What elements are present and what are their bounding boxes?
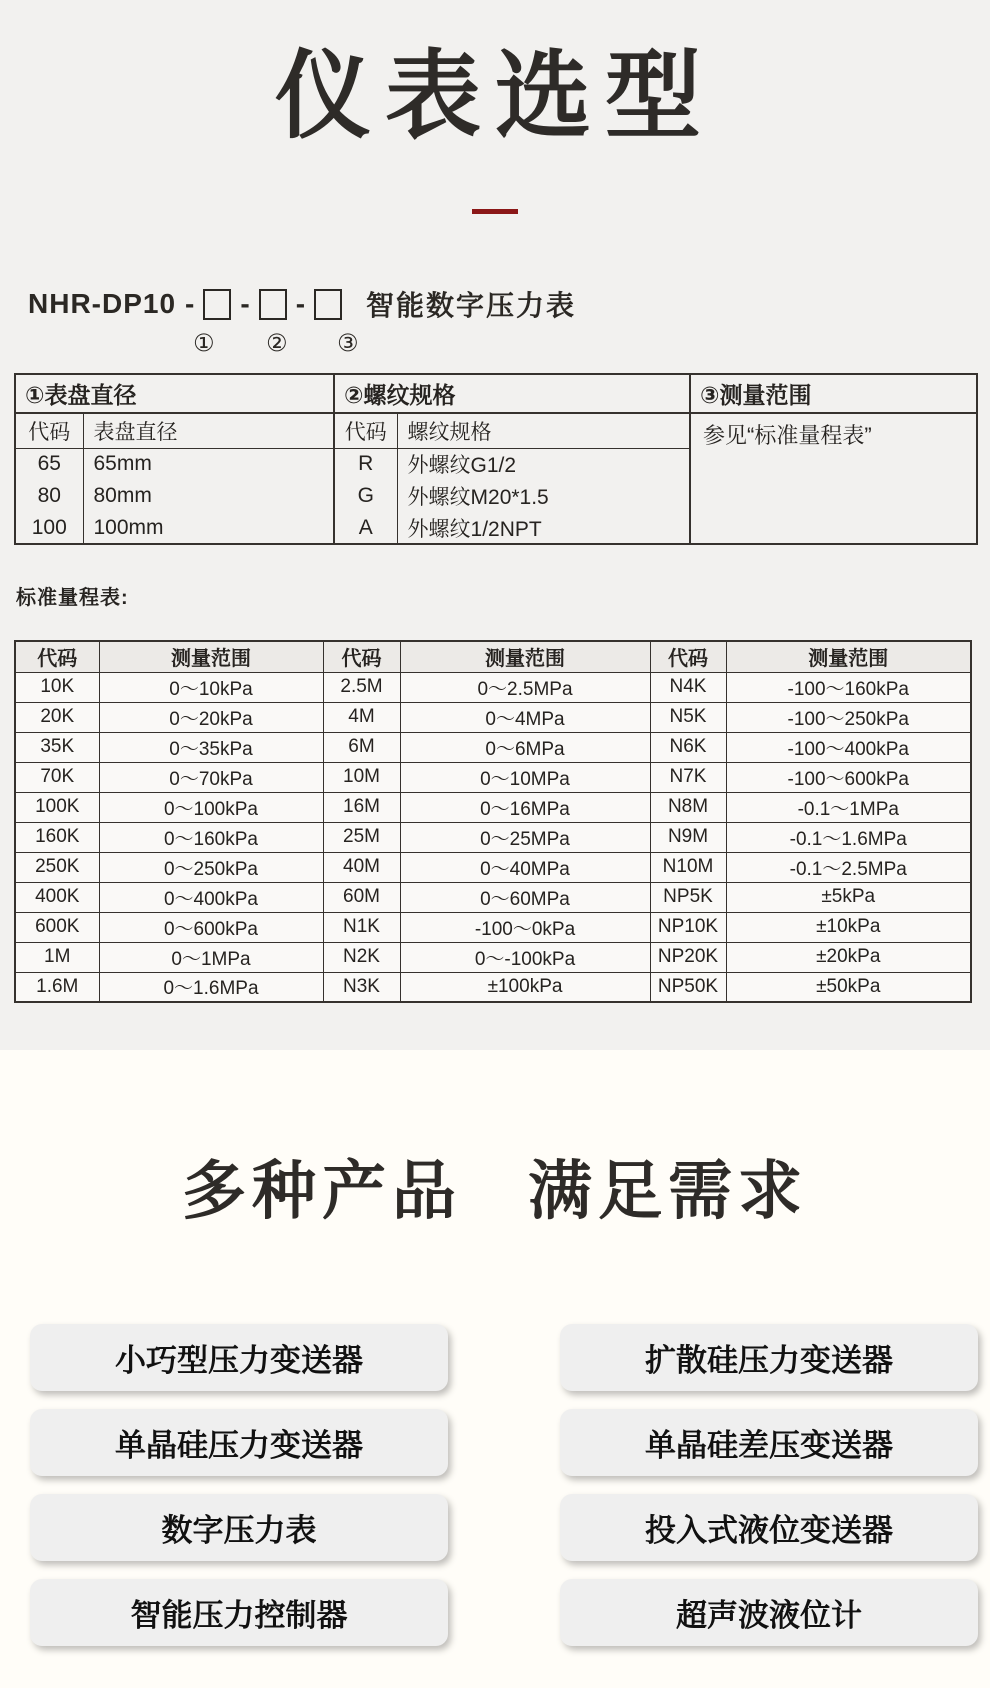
range-value-cell: 0～250kPa bbox=[99, 852, 323, 882]
range-value-cell: 0～35kPa bbox=[99, 732, 323, 762]
range-value-cell: -100～600kPa bbox=[726, 762, 971, 792]
range-code-cell: 60M bbox=[323, 882, 400, 912]
range-code-cell: 10M bbox=[323, 762, 400, 792]
range-code-cell: 70K bbox=[15, 762, 99, 792]
range-value-cell: 0～60MPa bbox=[400, 882, 650, 912]
selection-table bbox=[14, 373, 978, 545]
range-value-cell: 0～600kPa bbox=[99, 912, 323, 942]
range-table-header-row bbox=[15, 641, 971, 672]
range-value-cell: -100～0kPa bbox=[400, 912, 650, 942]
range-table-row bbox=[15, 822, 971, 852]
range-col-header: 测量范围 bbox=[99, 641, 323, 672]
col-header-code: 代码 bbox=[334, 413, 397, 448]
range-value-cell: 0～400kPa bbox=[99, 882, 323, 912]
range-col-header: 代码 bbox=[15, 641, 99, 672]
range-code-cell: 4M bbox=[323, 702, 400, 732]
page-title: 仪表选型 bbox=[275, 43, 715, 150]
model-option-box-1 bbox=[203, 289, 231, 320]
col-header-dial-diameter: 表盘直径 bbox=[83, 413, 334, 448]
range-code-cell: N10M bbox=[650, 852, 726, 882]
range-code-cell: N1K bbox=[323, 912, 400, 942]
thread-code-cell: G bbox=[334, 480, 397, 512]
circled-numbers-row bbox=[0, 329, 990, 357]
product-buttons-grid bbox=[30, 1324, 990, 1646]
selection-table-section-header-row bbox=[15, 374, 977, 413]
range-code-cell: NP5K bbox=[650, 882, 726, 912]
range-code-cell: N8M bbox=[650, 792, 726, 822]
range-value-cell: ±100kPa bbox=[400, 972, 650, 1002]
model-code-row bbox=[28, 284, 990, 324]
product-button[interactable]: 单晶硅差压变送器 bbox=[560, 1409, 978, 1476]
range-value-cell: ±5kPa bbox=[726, 882, 971, 912]
range-value-cell: 0～10MPa bbox=[400, 762, 650, 792]
range-code-cell: 100K bbox=[15, 792, 99, 822]
range-code-cell: N5K bbox=[650, 702, 726, 732]
circled-number-2: ② bbox=[266, 330, 288, 357]
thread-value-cell: 外螺纹M20*1.5 bbox=[397, 480, 690, 512]
thread-code-cell: A bbox=[334, 512, 397, 544]
range-value-cell: 0～20kPa bbox=[99, 702, 323, 732]
range-value-cell: 0～1.6MPa bbox=[99, 972, 323, 1002]
range-table-row bbox=[15, 792, 971, 822]
range-code-cell: 600K bbox=[15, 912, 99, 942]
range-code-cell: 40M bbox=[323, 852, 400, 882]
accent-dash bbox=[472, 209, 518, 214]
range-code-cell: 1M bbox=[15, 942, 99, 972]
range-value-cell: ±50kPa bbox=[726, 972, 971, 1002]
range-value-cell: 0～1MPa bbox=[99, 942, 323, 972]
range-value-cell: 0～10kPa bbox=[99, 672, 323, 702]
col-header-thread-spec: 螺纹规格 bbox=[397, 413, 690, 448]
dial-value-cell: 100mm bbox=[83, 512, 334, 544]
range-col-header: 测量范围 bbox=[400, 641, 650, 672]
product-button[interactable]: 数字压力表 bbox=[30, 1494, 448, 1561]
product-button[interactable]: 投入式液位变送器 bbox=[560, 1494, 978, 1561]
products-heading-part2: 满足需求 bbox=[528, 1155, 808, 1227]
range-value-cell: -100～250kPa bbox=[726, 702, 971, 732]
product-button[interactable]: 扩散硅压力变送器 bbox=[560, 1324, 978, 1391]
products-heading bbox=[0, 1050, 990, 1232]
range-value-cell: 0～6MPa bbox=[400, 732, 650, 762]
range-table-row bbox=[15, 912, 971, 942]
col-header-code: 代码 bbox=[15, 413, 83, 448]
model-option-box-3 bbox=[314, 289, 342, 320]
range-code-cell: 6M bbox=[323, 732, 400, 762]
product-button[interactable]: 小巧型压力变送器 bbox=[30, 1324, 448, 1391]
dial-code-cell: 80 bbox=[37, 484, 61, 507]
range-value-cell: 0～4MPa bbox=[400, 702, 650, 732]
product-button[interactable]: 超声波液位计 bbox=[560, 1579, 978, 1646]
range-table bbox=[14, 640, 972, 1003]
circled-number-1: ① bbox=[193, 330, 215, 357]
range-table-row bbox=[15, 852, 971, 882]
range-value-cell: -100～160kPa bbox=[726, 672, 971, 702]
range-value-cell: 0～70kPa bbox=[99, 762, 323, 792]
range-table-row bbox=[15, 882, 971, 912]
thread-value-cell: 外螺纹G1/2 bbox=[397, 448, 690, 480]
range-code-cell: 160K bbox=[15, 822, 99, 852]
range-code-cell: N9M bbox=[650, 822, 726, 852]
range-code-cell: N4K bbox=[650, 672, 726, 702]
range-table-label: 标准量程表: bbox=[16, 587, 129, 609]
range-code-cell: NP50K bbox=[650, 972, 726, 1002]
range-value-cell: 0～40MPa bbox=[400, 852, 650, 882]
range-code-cell: N6K bbox=[650, 732, 726, 762]
section-title-dial-diameter: ①表盘直径 bbox=[15, 374, 334, 413]
model-dash: - bbox=[240, 288, 250, 319]
range-code-cell: 250K bbox=[15, 852, 99, 882]
range-table-row bbox=[15, 672, 971, 702]
model-code: NHR-DP10 bbox=[28, 288, 177, 319]
range-value-cell: -100～400kPa bbox=[726, 732, 971, 762]
range-code-cell: 2.5M bbox=[323, 672, 400, 702]
model-name: 智能数字压力表 bbox=[366, 290, 577, 321]
circled-number-3: ③ bbox=[337, 330, 359, 357]
range-value-cell: -0.1～1.6MPa bbox=[726, 822, 971, 852]
products-section bbox=[0, 1050, 990, 1688]
range-table-row bbox=[15, 972, 971, 1002]
model-dash: - bbox=[295, 288, 306, 319]
dial-value-cell: 80mm bbox=[83, 480, 334, 512]
section-title-thread-spec: ②螺纹规格 bbox=[334, 374, 690, 413]
products-heading-part1: 多种产品 bbox=[182, 1155, 462, 1227]
thread-code-cell: R bbox=[334, 448, 397, 480]
selection-table-subheader-row bbox=[15, 413, 977, 448]
dial-value-cell: 65mm bbox=[83, 448, 334, 480]
range-code-cell: N2K bbox=[323, 942, 400, 972]
range-value-cell: 0～100kPa bbox=[99, 792, 323, 822]
range-table-row bbox=[15, 942, 971, 972]
range-table-row bbox=[15, 732, 971, 762]
dial-code-cell: 100 bbox=[31, 515, 67, 539]
range-value-cell: 0～2.5MPa bbox=[400, 672, 650, 702]
range-code-cell: 25M bbox=[323, 822, 400, 852]
range-value-cell: 0～25MPa bbox=[400, 822, 650, 852]
range-code-cell: 16M bbox=[323, 792, 400, 822]
dial-code-cell: 65 bbox=[37, 452, 61, 476]
range-code-cell: 400K bbox=[15, 882, 99, 912]
range-table-row bbox=[15, 762, 971, 792]
range-code-cell: 1.6M bbox=[15, 972, 99, 1002]
range-code-cell: NP10K bbox=[650, 912, 726, 942]
range-value-cell: ±20kPa bbox=[726, 942, 971, 972]
range-value-cell: ±10kPa bbox=[726, 912, 971, 942]
range-code-cell: N3K bbox=[323, 972, 400, 1002]
model-dash: - bbox=[185, 288, 195, 319]
product-button[interactable]: 单晶硅压力变送器 bbox=[30, 1409, 448, 1476]
range-value-cell: 0～-100kPa bbox=[400, 942, 650, 972]
range-code-cell: NP20K bbox=[650, 942, 726, 972]
range-value-cell: 0～160kPa bbox=[99, 822, 323, 852]
range-value-cell: -0.1～2.5MPa bbox=[726, 852, 971, 882]
model-option-box-2 bbox=[259, 289, 287, 320]
range-value-cell: 0～16MPa bbox=[400, 792, 650, 822]
range-col-header: 代码 bbox=[323, 641, 400, 672]
range-code-cell: 10K bbox=[15, 672, 99, 702]
measure-range-note: 参见“标准量程表” bbox=[690, 413, 977, 544]
range-col-header: 代码 bbox=[650, 641, 726, 672]
thread-value-cell: 外螺纹1/2NPT bbox=[397, 512, 690, 544]
range-value-cell: -0.1～1MPa bbox=[726, 792, 971, 822]
range-table-row bbox=[15, 702, 971, 732]
section-title-measure-range: ③测量范围 bbox=[690, 374, 977, 413]
range-code-cell: N7K bbox=[650, 762, 726, 792]
range-col-header: 测量范围 bbox=[726, 641, 971, 672]
product-button[interactable]: 智能压力控制器 bbox=[30, 1579, 448, 1646]
range-code-cell: 35K bbox=[15, 732, 99, 762]
range-code-cell: 20K bbox=[15, 702, 99, 732]
